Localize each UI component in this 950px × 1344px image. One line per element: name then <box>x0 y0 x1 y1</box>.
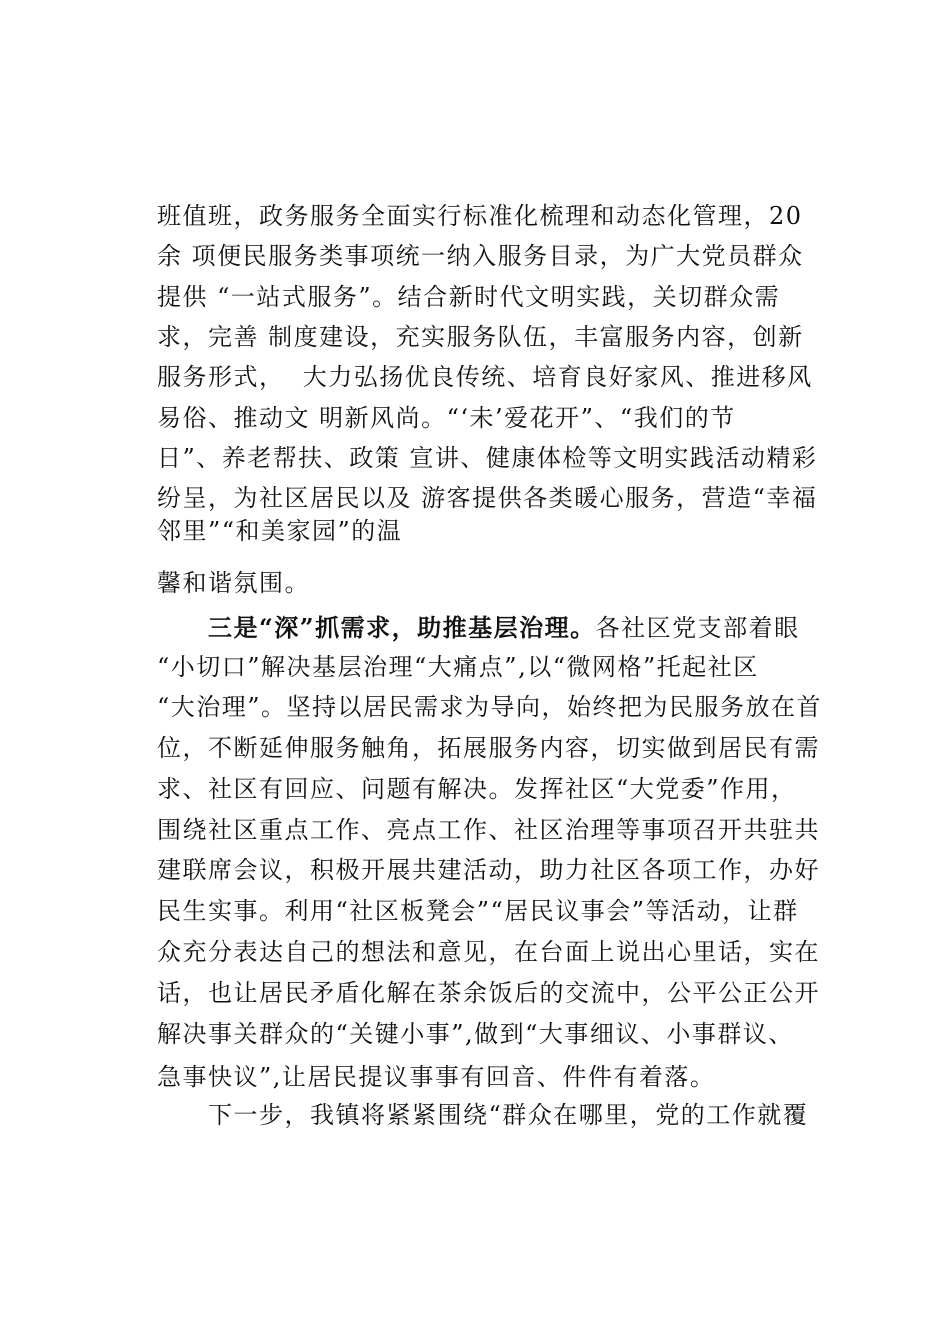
paragraph-line: 位，不断延伸服务触角，拓展服务内容，切实做到居民有需 <box>157 734 820 762</box>
paragraph-line: 建联席会议，积极开展共建活动，助力社区各项工作，办好 <box>157 856 820 884</box>
paragraph-line: “小切口”解决基层治理“大痛点”,以“微网格”托起社区 <box>157 653 759 681</box>
paragraph-text: 各社区党支部着眼 <box>595 614 800 642</box>
paragraph-line: 围绕社区重点工作、亮点工作、社区治理等事项召开共驻共 <box>157 816 820 844</box>
paragraph-line: “大治理”。坚持以居民需求为导向，始终把为民服务放在首 <box>157 693 823 721</box>
paragraph-first-line <box>208 612 800 644</box>
paragraph-line: 馨和谐氛围。 <box>157 569 310 597</box>
paragraph-line: 纷呈，为社区居民以及 游客提供各类暖心服务，营造“幸福 <box>157 484 818 512</box>
paragraph-line: 提供 “一站式服务”。结合新时代文明实践，关切群众需 <box>157 283 781 311</box>
paragraph-line: 解决事关群众的“关键小事”,做到“大事细议、小事群议、 <box>157 1020 794 1048</box>
paragraph-line: 服务形式， 大力弘扬优良传统、培育良好家风、推进移风 <box>157 363 813 391</box>
paragraph-line: 急事快议”,让居民提议事事有回音、件件有着落。 <box>157 1063 716 1091</box>
paragraph-line: 班值班，政务服务全面实行标准化梳理和动态化管理，20 <box>157 202 803 230</box>
paragraph-line: 日”、养老帮扶、政策 宣讲、健康体检等文明实践活动精彩 <box>157 444 818 472</box>
section-heading: 三是“深”抓需求，助推基层治理。 <box>208 613 596 642</box>
paragraph-line: 余 项便民服务类事项统一纳入服务目录，为广大党员群众 <box>157 242 804 270</box>
paragraph-line: 求、社区有回应、问题有解决。发挥社区“大党委”作用， <box>157 775 797 803</box>
paragraph-line: 众充分表达自己的想法和意见，在台面上说出心里话，实在 <box>157 938 820 966</box>
paragraph-line: 求，完善 制度建设，充实服务队伍，丰富服务内容，创新 <box>157 323 804 351</box>
paragraph-line: 易俗、推动文 明新风尚。“‘未’爱花开”、“我们的节 <box>157 404 736 432</box>
paragraph-line: 邻里”“和美家园”的温 <box>157 517 403 545</box>
paragraph-first-line: 下一步，我镇将紧紧围绕“群众在哪里，党的工作就覆 <box>208 1101 809 1129</box>
paragraph-line: 民生实事。利用“社区板凳会”“居民议事会”等活动，让群 <box>157 897 799 925</box>
paragraph-line: 话，也让居民矛盾化解在茶余饭后的交流中，公平公正公开 <box>157 979 820 1007</box>
